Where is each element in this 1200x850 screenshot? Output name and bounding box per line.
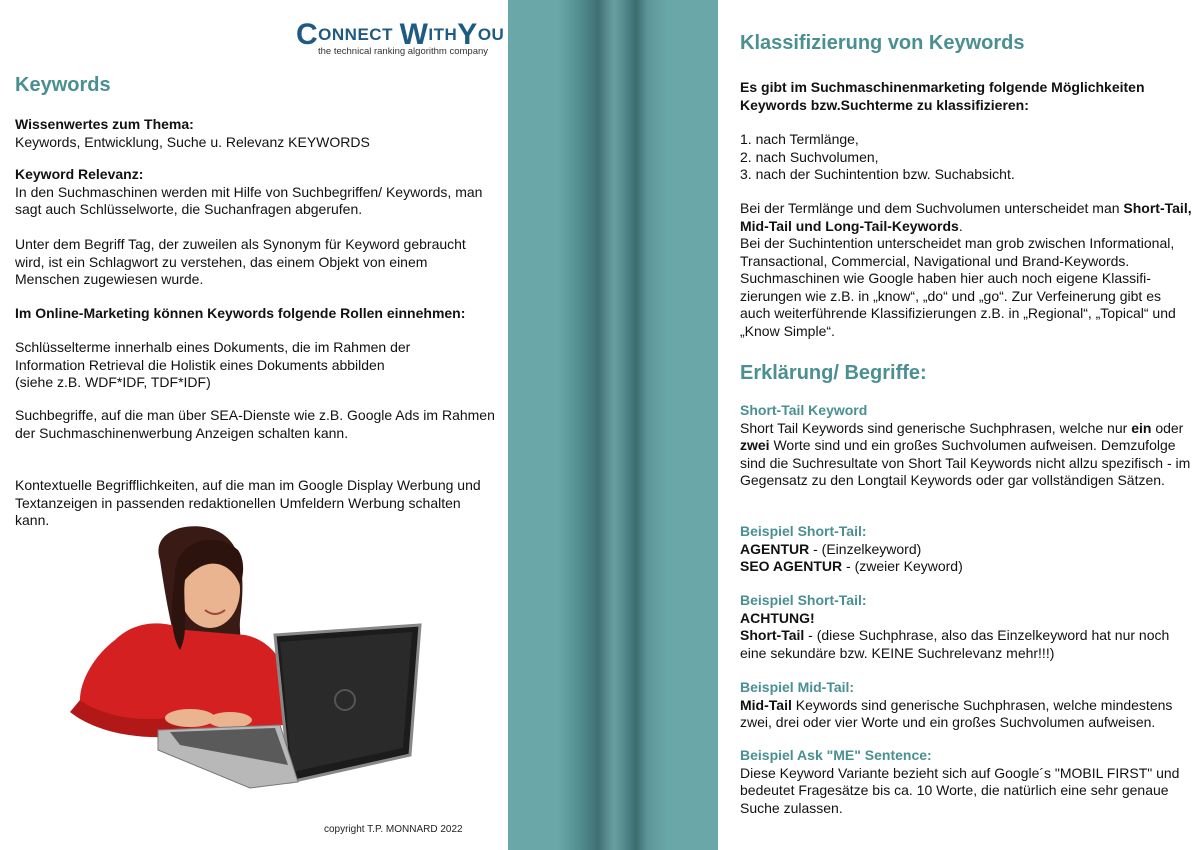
classification-list: [740, 131, 1195, 184]
logo-wordmark: CONNECT WITHYOU: [296, 18, 505, 51]
intro-text: Es gibt im Suchmaschinenmarketing folgende Möglichkeiten Keywords bzw.Suchterme zu klassifizieren:: [740, 79, 1145, 113]
tail-keywords-bold: Short-Tail, Mid-Tail und Long-Tail-Keywords: [740, 200, 1192, 234]
termlaenge-text: Bei der Termlänge und dem Suchvolumen unterscheidet man Short-Tail, Mid-Tail und Long-Tail-Keywords. Bei der Suchintention unterscheidet man grob zwischen Informational, Transactional, Commercial, Navigational und Brand-Keywords. Suchmaschinen wie Google haben hier auch noch eigene Klassifi-zierungen wie z.B. in „know“, „do“ und „go“. Zur Verfeinerung gibt es auch weiterführende Klassifizierungen z.B. in „Regional“, „Topical“ und „Know Simple“.: [740, 200, 1195, 340]
beispiel-short-tail-2: Beispiel Short-Tail: ACHTUNG! Short-Tail - (diese Suchphrase, also das Einzelkeyword hat nur noch eine sekundäre bzw. KEINE Suchrelevanz mehr!!!): [740, 592, 1195, 662]
suchintention-text: Bei der Suchintention unterscheidet man grob zwischen Informational, Transactional, Commercial, Navigational und Brand-Keywords. Suchmaschinen wie Google haben hier auch noch eigene Klassifi-zierungen wie z.B. in „know“, „do“ und „go“. Zur Verfeinerung gibt es auch weiterführende Klassifizierungen z.B. in „Regional“, „Topical“ und „Know Simple“.: [740, 235, 1176, 339]
rolle3-text: Kontextuelle Begrifflichkeiten, auf die man im Google Display Werbung und Textanzeigen in passenden redaktionellen Umfeldern Werbung schalten kann.: [15, 477, 481, 528]
relevanz-heading: Keyword Relevanz:: [15, 166, 144, 182]
short-tail-section: Short-Tail Keyword Short Tail Keywords sind generische Suchphrasen, welche nur ein oder zwei Worte sind und ein großes Suchvolumen aufweisen. Demzufolge sind die Suchresultate von Short Tail Keywords nicht allzu spezifisch - im Gegensatz zu den Longtail Keywords oder gar vollständigen Sätzen.: [740, 402, 1195, 490]
mid-tail-heading: Beispiel Mid-Tail:: [740, 679, 855, 695]
rolle1-text: [15, 339, 495, 392]
beispiel-ask-me: [740, 747, 1195, 817]
page-title-klassifizierung: Klassifizierung von Keywords: [740, 32, 1025, 54]
list-item: 2. nach Suchvolumen,: [740, 148, 879, 165]
short-tail-heading: Short-Tail Keyword: [740, 402, 868, 418]
relevanz-section: [15, 166, 495, 219]
wissen-section: [15, 116, 495, 151]
wissen-heading: Wissenwertes zum Thema:: [15, 116, 194, 132]
copyright-text: copyright T.P. MONNARD 2022: [324, 824, 463, 835]
list-item: 1. nach Termlänge,: [740, 131, 859, 147]
wissen-text: Keywords, Entwicklung, Suche u. Relevanz KEYWORDS: [15, 133, 370, 150]
connectwithyou-logo: [296, 18, 505, 60]
ask-me-heading: Beispiel Ask "ME" Sentence:: [740, 747, 932, 763]
rollen-heading: Im Online-Marketing können Keywords folgende Rollen einnehmen:: [15, 305, 466, 321]
beispiel-heading: Beispiel Short-Tail:: [740, 592, 867, 608]
page-title-keywords: Keywords: [15, 74, 111, 96]
relevanz-text: In den Suchmaschinen werden mit Hilfe von Suchbegriffen/ Keywords, man sagt auch Schlüsselworte, die Suchanfragen abgerufen.: [15, 183, 483, 217]
rolle1-line2: Information Retrieval die Holistik eines Dokuments abbilden: [15, 356, 385, 373]
rolle2-text: Suchbegriffe, auf die man über SEA-Dienste wie z.B. Google Ads im Rahmen der Suchmaschinenwerbung Anzeigen schalten kann.: [15, 407, 495, 441]
logo-tagline: the technical ranking algorithm company: [318, 46, 489, 57]
list-item: 3. nach der Suchintention bzw. Suchabsicht.: [740, 166, 1015, 182]
rolle1-line1: Schlüsselterme innerhalb eines Dokuments, die im Rahmen der: [15, 339, 411, 355]
left-page: [0, 0, 508, 850]
rolle1-line3: (siehe z.B. WDF*IDF, TDF*IDF): [15, 374, 211, 390]
beispiel-heading: Beispiel Short-Tail:: [740, 523, 867, 539]
erklaerung-title: Erklärung/ Begriffe:: [740, 362, 927, 384]
book-spine: [508, 0, 718, 850]
right-page: [718, 0, 1200, 850]
beispiel-short-tail-1: Beispiel Short-Tail: AGENTUR - (Einzelkeyword) SEO AGENTUR - (zweier Keyword): [740, 523, 1195, 576]
ask-me-text: Diese Keyword Variante bezieht sich auf Google´s "MOBIL FIRST" und bedeutet Fragesätze bis ca. 10 Worte, die natürlich eine sehr genaue Suche zulassen.: [740, 764, 1180, 816]
tag-text: Unter dem Begriff Tag, der zuweilen als Synonym für Keyword gebraucht wird, ist ein Schlagwort zu verstehen, das einem Objekt von einem Menschen zugewiesen wurde.: [15, 236, 466, 287]
beispiel-mid-tail: Beispiel Mid-Tail: Mid-Tail Keywords sind generische Suchphrasen, welche mindestens zwei, drei oder vier Worte und ein großes Suchvolumen aufweisen.: [740, 679, 1195, 732]
girl-with-laptop-photo: [40, 520, 440, 790]
achtung-label: ACHTUNG!: [740, 609, 815, 626]
